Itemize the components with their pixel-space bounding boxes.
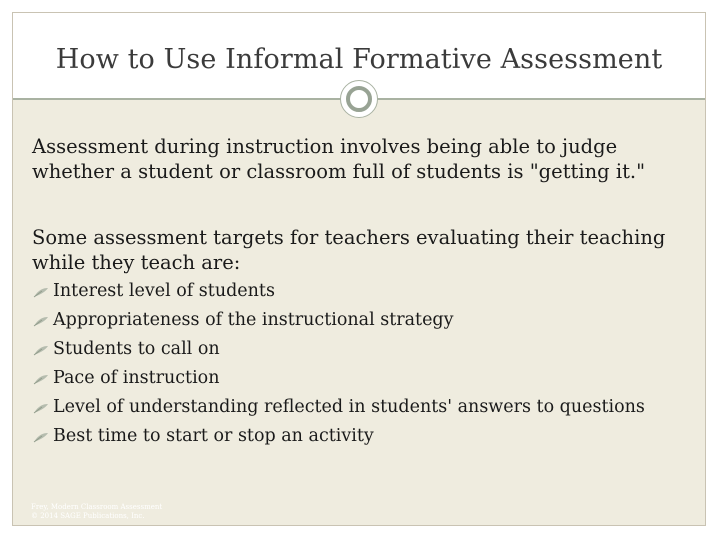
footer-line: Frey, Modern Classroom Assessment [31, 503, 163, 511]
feather-bullet-icon [33, 374, 49, 385]
ring [346, 86, 372, 112]
feather-bullet-icon [33, 432, 49, 443]
circle-ornament-icon [340, 80, 378, 118]
list-item [32, 308, 645, 337]
list-item [32, 337, 645, 366]
list-item [32, 395, 645, 424]
bullet-text: Best time to start or stop an activity [53, 426, 374, 446]
list-item [32, 279, 645, 308]
targets-paragraph: Some assessment targets for teachers evaluating their teaching while they teach are: [32, 226, 666, 274]
bullet-text: Students to call on [53, 339, 220, 359]
bullet-list [32, 279, 645, 453]
slide-title: How to Use Informal Formative Assessment [55, 44, 663, 75]
list-item [32, 424, 645, 453]
feather-bullet-icon [33, 316, 49, 327]
bullet-text: Level of understanding reflected in students' answers to questions [53, 397, 645, 417]
feather-bullet-icon [33, 403, 49, 414]
bullet-text: Appropriateness of the instructional strategy [53, 310, 454, 330]
feather-bullet-icon [33, 345, 49, 356]
footer-line: © 2014 SAGE Publications, Inc. [31, 512, 145, 520]
list-item [32, 366, 645, 395]
intro-paragraph: Assessment during instruction involves being able to judge whether a student or classroom full of students is "getting it." [32, 135, 646, 183]
bullet-text: Interest level of students [53, 281, 275, 301]
footer-citation [31, 503, 162, 521]
bullet-text: Pace of instruction [53, 368, 220, 388]
feather-bullet-icon [33, 287, 49, 298]
